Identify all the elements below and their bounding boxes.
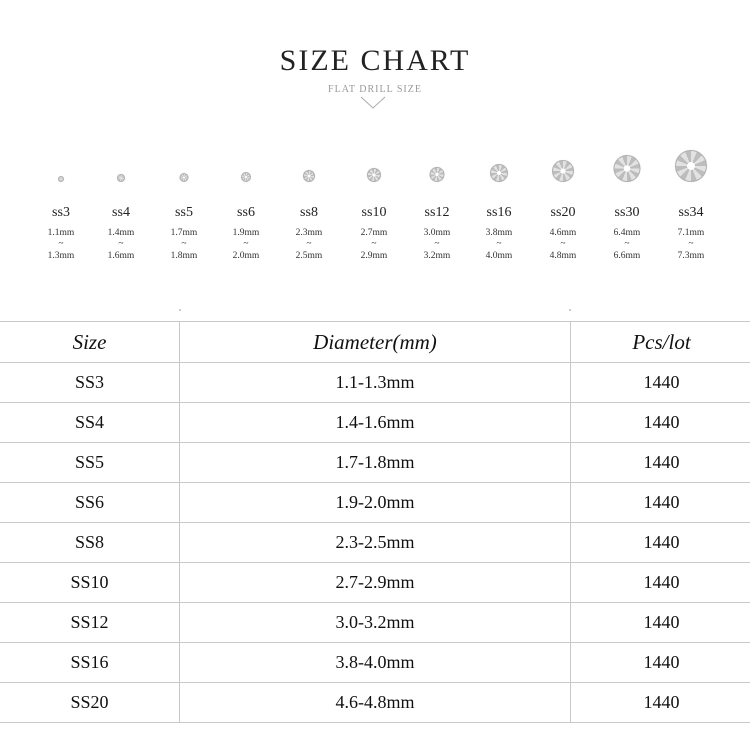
table-header-row xyxy=(0,322,750,363)
table-row xyxy=(0,563,750,603)
page-subtitle: FLAT DRILL SIZE xyxy=(328,84,422,95)
rhinestone-icon xyxy=(614,155,641,182)
table-row xyxy=(0,483,750,523)
cell-size: SS6 xyxy=(0,483,180,523)
cell-size: SS4 xyxy=(0,403,180,443)
cell-pcs: 1440 xyxy=(571,443,750,483)
stone-size-label: ss30 xyxy=(614,205,640,220)
chevron-down-icon xyxy=(360,96,386,110)
table-row xyxy=(0,403,750,443)
rhinestone-icon xyxy=(490,164,508,182)
rhinestone-icon xyxy=(58,176,64,182)
stone-size-label: ss16 xyxy=(486,205,512,220)
stone-size-item xyxy=(216,140,276,262)
decorative-dot xyxy=(569,309,571,311)
stone-size-label: ss4 xyxy=(112,205,130,220)
stone-size-item xyxy=(661,140,721,262)
stone-size-min: 1.7mm xyxy=(170,228,198,238)
stone-size-label: ss3 xyxy=(52,205,70,220)
cell-pcs: 1440 xyxy=(571,603,750,643)
cell-diameter: 4.6-4.8mm xyxy=(180,683,571,723)
range-tilde: ~ xyxy=(434,239,440,249)
cell-diameter: 1.1-1.3mm xyxy=(180,363,571,403)
decorative-dot xyxy=(179,309,181,311)
column-header-size: Size xyxy=(0,322,180,363)
table-row xyxy=(0,523,750,563)
cell-size: SS12 xyxy=(0,603,180,643)
cell-pcs: 1440 xyxy=(571,483,750,523)
cell-diameter: 2.3-2.5mm xyxy=(180,523,571,563)
stone-size-item xyxy=(469,140,529,262)
stone-size-max: 2.9mm xyxy=(360,251,388,261)
range-tilde: ~ xyxy=(243,239,249,249)
stone-size-max: 1.3mm xyxy=(47,251,75,261)
stone-size-max: 1.8mm xyxy=(170,251,198,261)
range-tilde: ~ xyxy=(181,239,187,249)
range-tilde: ~ xyxy=(306,239,312,249)
stone-size-min: 7.1mm xyxy=(677,228,705,238)
cell-size: SS8 xyxy=(0,523,180,563)
cell-diameter: 2.7-2.9mm xyxy=(180,563,571,603)
stone-size-item xyxy=(407,140,467,262)
size-table xyxy=(0,321,750,723)
cell-diameter: 3.0-3.2mm xyxy=(180,603,571,643)
stone-size-min: 6.4mm xyxy=(613,228,641,238)
stone-size-max: 4.0mm xyxy=(485,251,513,261)
stone-size-item xyxy=(279,140,339,262)
stone-size-min: 2.3mm xyxy=(295,228,323,238)
range-tilde: ~ xyxy=(118,239,124,249)
cell-size: SS20 xyxy=(0,683,180,723)
cell-diameter: 1.4-1.6mm xyxy=(180,403,571,443)
table-row xyxy=(0,643,750,683)
table-row xyxy=(0,603,750,643)
rhinestone-icon xyxy=(303,170,315,182)
cell-pcs: 1440 xyxy=(571,523,750,563)
table-row xyxy=(0,443,750,483)
cell-pcs: 1440 xyxy=(571,363,750,403)
table-row xyxy=(0,363,750,403)
range-tilde: ~ xyxy=(624,239,630,249)
cell-size: SS10 xyxy=(0,563,180,603)
stone-size-max: 2.5mm xyxy=(295,251,323,261)
stone-size-max: 1.6mm xyxy=(107,251,135,261)
cell-size: SS3 xyxy=(0,363,180,403)
stone-size-min: 1.4mm xyxy=(107,228,135,238)
rhinestone-icon xyxy=(117,174,125,182)
rhinestone-icon xyxy=(675,150,707,182)
stone-size-label: ss12 xyxy=(424,205,450,220)
stone-size-label: ss10 xyxy=(361,205,387,220)
stone-size-item xyxy=(154,140,214,262)
stone-size-max: 3.2mm xyxy=(423,251,451,261)
range-tilde: ~ xyxy=(560,239,566,249)
stone-size-min: 2.7mm xyxy=(360,228,388,238)
stone-size-item xyxy=(344,140,404,262)
range-tilde: ~ xyxy=(496,239,502,249)
cell-pcs: 1440 xyxy=(571,563,750,603)
column-header-pcs: Pcs/lot xyxy=(571,322,750,363)
stone-size-label: ss34 xyxy=(678,205,704,220)
stone-size-label: ss6 xyxy=(237,205,255,220)
stone-size-label: ss5 xyxy=(175,205,193,220)
stone-size-max: 2.0mm xyxy=(232,251,260,261)
stone-size-min: 3.8mm xyxy=(485,228,513,238)
rhinestone-icon xyxy=(367,168,381,182)
range-tilde: ~ xyxy=(58,239,64,249)
table-row xyxy=(0,683,750,723)
cell-diameter: 1.7-1.8mm xyxy=(180,443,571,483)
stone-size-min: 4.6mm xyxy=(549,228,577,238)
rhinestone-icon xyxy=(241,172,251,182)
stone-size-item xyxy=(533,140,593,262)
cell-pcs: 1440 xyxy=(571,403,750,443)
cell-diameter: 3.8-4.0mm xyxy=(180,643,571,683)
stone-size-max: 4.8mm xyxy=(549,251,577,261)
cell-size: SS5 xyxy=(0,443,180,483)
stone-size-label: ss20 xyxy=(550,205,576,220)
stone-size-item xyxy=(91,140,151,262)
cell-pcs: 1440 xyxy=(571,643,750,683)
stone-size-item xyxy=(31,140,91,262)
cell-size: SS16 xyxy=(0,643,180,683)
stone-size-min: 1.1mm xyxy=(47,228,75,238)
stone-size-min: 1.9mm xyxy=(232,228,260,238)
cell-pcs: 1440 xyxy=(571,683,750,723)
range-tilde: ~ xyxy=(688,239,694,249)
stone-size-max: 6.6mm xyxy=(613,251,641,261)
range-tilde: ~ xyxy=(371,239,377,249)
rhinestone-icon xyxy=(430,167,445,182)
stone-size-max: 7.3mm xyxy=(677,251,705,261)
stone-size-item xyxy=(597,140,657,262)
rhinestone-icon xyxy=(552,160,574,182)
cell-diameter: 1.9-2.0mm xyxy=(180,483,571,523)
stone-size-label: ss8 xyxy=(300,205,318,220)
column-header-diameter: Diameter(mm) xyxy=(180,322,571,363)
page-title: SIZE CHART xyxy=(279,44,471,77)
rhinestone-icon xyxy=(180,173,189,182)
stone-size-min: 3.0mm xyxy=(423,228,451,238)
stone-size-row xyxy=(0,140,750,275)
